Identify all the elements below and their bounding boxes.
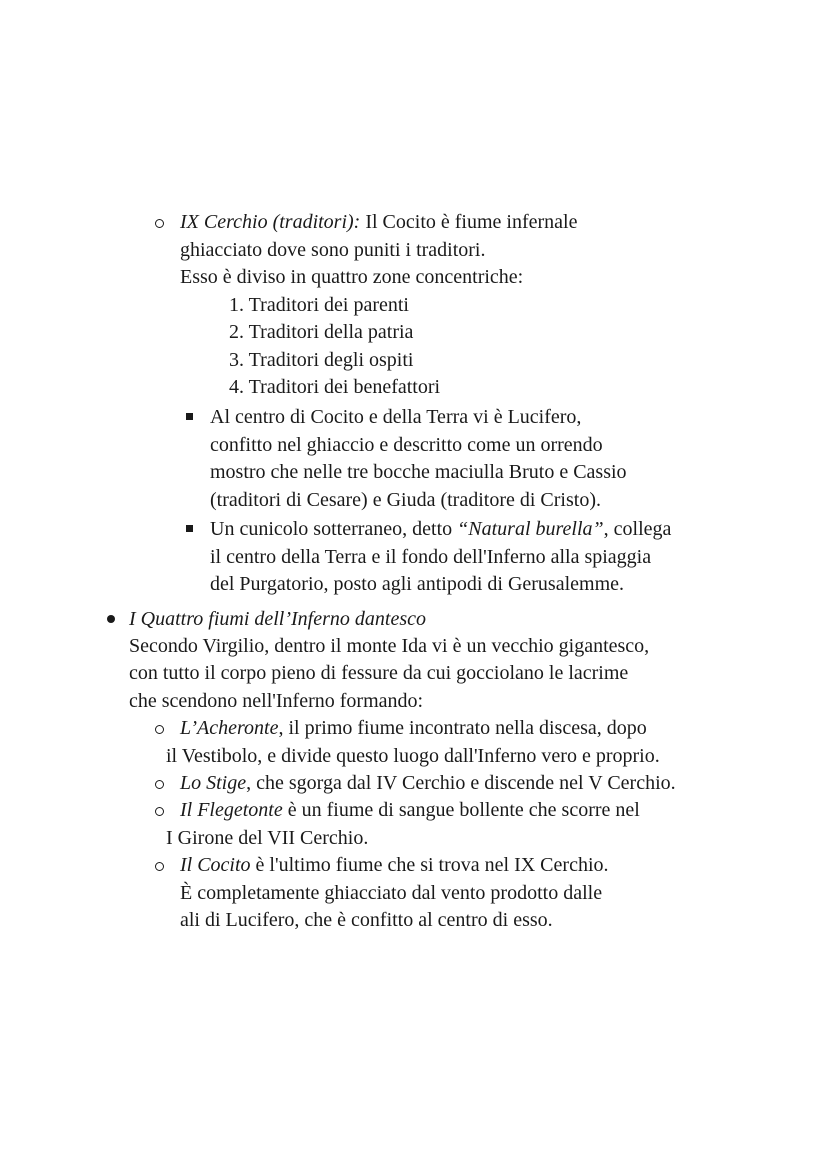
stige-name: Lo Stige [180,772,247,794]
burella-line-3: del Purgatorio, posto agli antipodi di Gerusalemme. [210,573,625,595]
cocito-line-1 [180,852,609,879]
ix-cerchio-line-2: ghiacciato dove sono puniti i traditori. [180,239,486,261]
flegetonte-line-1 [180,797,640,824]
flegetonte-line-2: I Girone del VII Cerchio. [166,827,369,849]
hollow-circle-bullet-icon [155,862,164,871]
zone-item: 3. Traditori degli ospiti [229,349,414,371]
burella-line-2: il centro della Terra e il fondo dell'Inferno alla spiaggia [210,546,652,568]
filled-dot-bullet-icon [107,615,115,623]
hollow-circle-bullet-icon [155,780,164,789]
ix-cerchio-heading: IX Cerchio (traditori): [180,211,361,233]
stige-text: , che sgorga dal IV Cerchio e discende nel V Cerchio. [246,772,676,794]
zone-item: 2. Traditori della patria [229,321,414,343]
lucifero-line-4: (traditori di Cesare) e Giuda (traditore di Cristo). [210,489,601,511]
ix-cerchio-line-3: Esso è diviso in quattro zone concentriche: [180,266,524,288]
lucifero-line-1: Al centro di Cocito e della Terra vi è Lucifero, [210,406,582,428]
cocito-text: è l'ultimo fiume che si trova nel IX Cerchio. [250,854,609,876]
lucifero-line-2: confitto nel ghiaccio e descritto come un orrendo [210,434,603,456]
cocito-line-3: ali di Lucifero, che è confitto al centro di esso. [180,909,553,931]
flegetonte-name: Il Flegetonte [180,799,283,821]
fiumi-intro-2: con tutto il corpo pieno di fessure da cui gocciolano le lacrime [129,662,629,684]
ix-cerchio-line-1 [180,209,577,236]
zone-item: 4. Traditori dei benefattori [229,376,441,398]
cocito-name: Il Cocito [180,854,251,876]
burella-line-1 [210,516,671,543]
fiumi-intro-3: che scendono nell'Inferno formando: [129,690,424,712]
square-bullet-icon [186,525,193,532]
square-bullet-icon [186,413,193,420]
lucifero-line-3: mostro che nelle tre bocche maciulla Bruto e Cassio [210,461,627,483]
natural-burella-term: “Natural burella” [457,518,604,540]
burella-text-a: Un cunicolo sotterraneo, detto [210,518,458,540]
fiumi-intro-1: Secondo Virgilio, dentro il monte Ida vi è un vecchio gigantesco, [129,635,650,657]
acheronte-name: L’Acheronte [180,717,279,739]
stige-line-1 [180,770,676,797]
hollow-circle-bullet-icon [155,807,164,816]
burella-text-b: , collega [603,518,672,540]
acheronte-line-2: il Vestibolo, e divide questo luogo dall'Inferno vero e proprio. [166,745,660,767]
hollow-circle-bullet-icon [155,219,164,228]
ix-cerchio-text: Il Cocito è fiume infernale [360,211,578,233]
acheronte-line-1 [180,715,647,742]
flegetonte-text: è un fiume di sangue bollente che scorre nel [282,799,640,821]
cocito-line-2: È completamente ghiacciato dal vento prodotto dalle [180,882,603,904]
acheronte-text: , il primo fiume incontrato nella discesa, dopo [278,717,647,739]
hollow-circle-bullet-icon [155,725,164,734]
zone-item: 1. Traditori dei parenti [229,294,409,316]
fiumi-heading: I Quattro fiumi dell’Inferno dantesco [129,608,426,630]
